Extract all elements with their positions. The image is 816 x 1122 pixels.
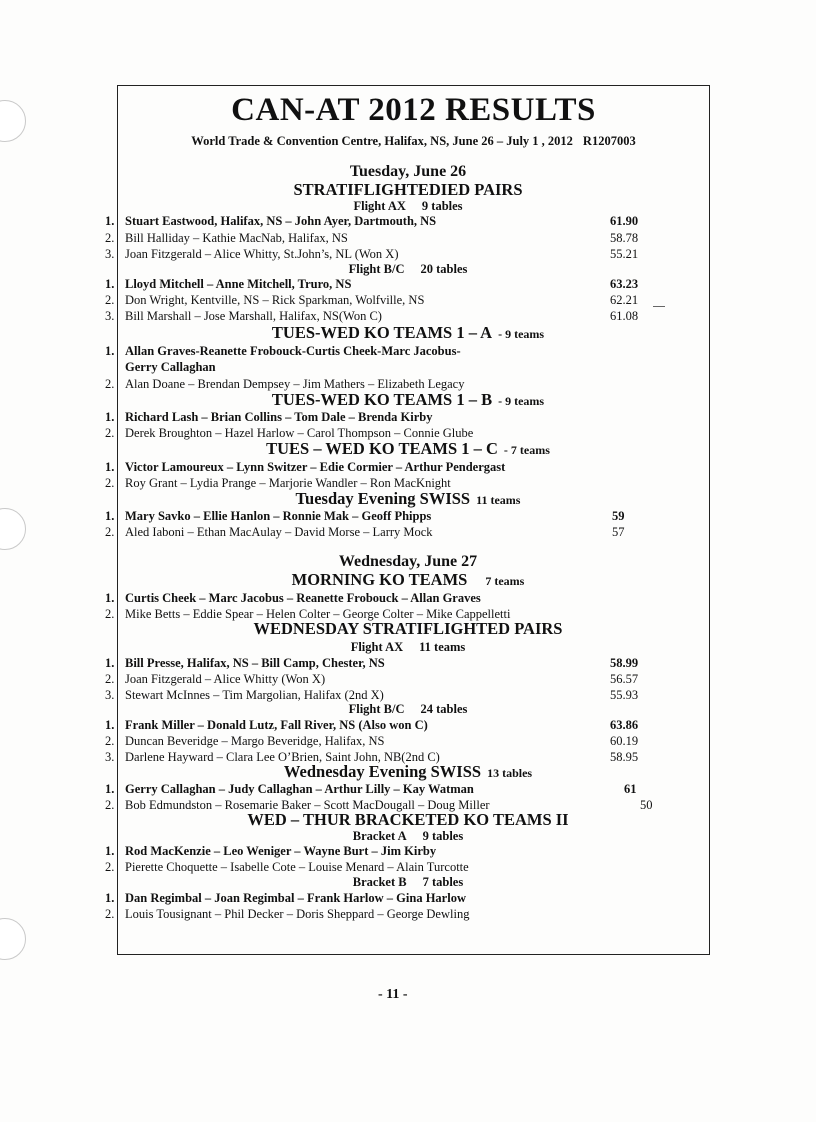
result-score: 61.90 — [610, 214, 639, 228]
result-names: Rod MacKenzie – Leo Weniger – Wayne Burt – Jim Kirby — [125, 844, 437, 858]
result-row — [105, 214, 436, 229]
result-row — [105, 591, 481, 606]
event-heading — [0, 439, 816, 459]
place-number: 2. — [105, 426, 115, 440]
result-score: 55.93 — [610, 688, 639, 702]
place-number: 1. — [105, 844, 115, 858]
result-names: Stewart McInnes – Tim Margolian, Halifax (2nd X) — [125, 688, 384, 702]
flight-name: Flight AX — [350, 640, 404, 654]
result-names: Frank Miller – Donald Lutz, Fall River, NS (Also won C) — [125, 718, 428, 732]
event-teams: - 9 teams — [498, 327, 545, 341]
event-heading — [0, 570, 816, 590]
flight-heading — [0, 640, 816, 655]
result-row — [105, 277, 351, 292]
binder-hole-middle — [0, 508, 26, 550]
event-title: MORNING KO TEAMS — [291, 570, 468, 589]
place-number: 1. — [105, 891, 115, 905]
place-number: 1. — [105, 656, 115, 670]
place-number: 3. — [105, 688, 115, 702]
result-row — [105, 525, 433, 540]
flight-heading — [0, 262, 816, 277]
result-names: Stuart Eastwood, Halifax, NS – John Ayer, Dartmouth, NS — [125, 214, 437, 228]
place-number: 3. — [105, 247, 115, 261]
flight-heading — [0, 829, 816, 844]
place-number: 2. — [105, 734, 115, 748]
event-heading — [0, 810, 816, 830]
flight-heading — [0, 199, 816, 214]
page-number: - 11 - — [378, 987, 408, 1002]
place-number: 2. — [105, 231, 115, 245]
place-number: 2. — [105, 798, 115, 812]
flight-heading — [0, 702, 816, 717]
flight-name: Flight B/C — [348, 262, 405, 276]
place-number: 1. — [105, 718, 115, 732]
flight-heading — [0, 875, 816, 890]
place-number: 2. — [105, 476, 115, 490]
flight-tables: 7 tables — [422, 875, 464, 889]
flight-tables: 20 tables — [420, 262, 468, 276]
scan-mark — [653, 306, 665, 307]
result-row — [105, 410, 432, 425]
result-names: Curtis Cheek – Marc Jacobus – Reanette Frobouck – Allan Graves — [125, 591, 481, 605]
result-score: 59 — [612, 509, 625, 523]
result-row — [105, 231, 348, 246]
result-names: Roy Grant – Lydia Prange – Marjorie Wandler – Ron MacKnight — [125, 476, 451, 490]
flight-name: Flight B/C — [348, 702, 405, 716]
event-teams: - 9 teams — [498, 394, 545, 408]
result-names: Bill Marshall – Jose Marshall, Halifax, NS(Won C) — [125, 309, 382, 323]
event-teams: 13 tables — [487, 766, 533, 780]
event-heading — [0, 390, 816, 410]
event-teams: 7 teams — [485, 574, 525, 588]
place-number: 1. — [105, 410, 115, 424]
result-names: Gerry Callaghan – Judy Callaghan – Arthur Lilly – Kay Watman — [125, 782, 474, 796]
event-title: WED – THUR BRACKETED KO TEAMS II — [247, 810, 569, 829]
result-score: 50 — [640, 798, 653, 812]
place-number: 2. — [105, 607, 115, 621]
result-score: 62.21 — [610, 293, 639, 307]
flight-tables: 24 tables — [420, 702, 468, 716]
event-title: TUES-WED KO TEAMS 1 – A — [271, 323, 493, 342]
result-score: 61.08 — [610, 309, 639, 323]
flight-tables: 9 tables — [421, 199, 463, 213]
event-heading — [0, 619, 816, 639]
place-number: 2. — [105, 860, 115, 874]
binder-hole-top — [0, 100, 26, 142]
event-heading — [0, 762, 816, 782]
result-names: Duncan Beveridge – Margo Beveridge, Halifax, NS — [125, 734, 385, 748]
event-title: WEDNESDAY STRATIFLIGHTED PAIRS — [253, 619, 563, 638]
flight-name: Flight AX — [353, 199, 406, 213]
result-names: Richard Lash – Brian Collins – Tom Dale – Brenda Kirby — [125, 410, 433, 424]
flight-name: Bracket A — [352, 829, 407, 843]
result-row — [105, 688, 384, 703]
result-names: Gerry Callaghan — [125, 360, 216, 374]
result-row — [105, 344, 461, 359]
result-names: Derek Broughton – Hazel Harlow – Carol Thompson – Connie Glube — [125, 426, 474, 440]
place-number: 3. — [105, 309, 115, 323]
flight-tables: 11 teams — [419, 640, 466, 654]
result-row — [105, 509, 431, 524]
result-score: 63.86 — [610, 718, 639, 732]
event-teams: 11 teams — [476, 493, 521, 507]
result-names: Aled Iaboni – Ethan MacAulay – David Morse – Larry Mock — [125, 525, 433, 539]
place-number: 2. — [105, 377, 115, 391]
day-heading: Tuesday, June 26 — [349, 163, 467, 180]
result-score: 60.19 — [610, 734, 639, 748]
result-row — [105, 907, 469, 922]
venue-subtitle — [118, 134, 709, 149]
place-number: 1. — [105, 460, 115, 474]
result-names: Mike Betts – Eddie Spear – Helen Colter – George Colter – Mike Cappelletti — [125, 607, 511, 621]
result-names: Louis Tousignant – Phil Decker – Doris Sheppard – George Dewling — [125, 907, 470, 921]
result-score: 55.21 — [610, 247, 639, 261]
place-number: 3. — [105, 750, 115, 764]
page-title: CAN-AT 2012 RESULTS — [231, 92, 596, 128]
event-title: Tuesday Evening SWISS — [295, 489, 471, 508]
binder-hole-bottom — [0, 918, 26, 960]
result-names: Alan Doane – Brendan Dempsey – Jim Mathers – Elizabeth Legacy — [125, 377, 465, 391]
result-score: 58.99 — [610, 656, 639, 670]
result-score: 61 — [624, 782, 637, 796]
result-row — [105, 293, 424, 308]
result-names: Lloyd Mitchell – Anne Mitchell, Truro, NS — [125, 277, 352, 291]
result-row — [105, 891, 466, 906]
venue-text: World Trade & Convention Centre, Halifax, NS, June 26 – July 1 , 2012 — [191, 134, 573, 148]
result-names: Bill Presse, Halifax, NS – Bill Camp, Chester, NS — [125, 656, 385, 670]
result-names: Pierette Choquette – Isabelle Cote – Louise Menard – Alain Turcotte — [125, 860, 469, 874]
result-row — [105, 734, 384, 749]
result-score: 56.57 — [610, 672, 639, 686]
place-number: 1. — [105, 509, 115, 523]
result-score: 57 — [612, 525, 625, 539]
result-row — [105, 860, 469, 875]
event-title: TUES – WED KO TEAMS 1 – C — [266, 439, 498, 458]
result-row — [105, 718, 428, 733]
flight-name: Bracket B — [352, 875, 407, 889]
event-title: STRATIFLIGHTEDIED PAIRS — [293, 180, 523, 199]
result-score: 58.95 — [610, 750, 639, 764]
place-number: 2. — [105, 293, 115, 307]
event-title: TUES-WED KO TEAMS 1 – B — [271, 390, 493, 409]
result-names: Bill Halliday – Kathie MacNab, Halifax, NS — [125, 231, 348, 245]
place-number: 2. — [105, 672, 115, 686]
event-heading — [0, 180, 816, 200]
place-number: 1. — [105, 344, 115, 358]
result-names: Don Wright, Kentville, NS – Rick Sparkman, Wolfville, NS — [125, 293, 425, 307]
result-score: 58.78 — [610, 231, 639, 245]
result-names: Darlene Hayward – Clara Lee O’Brien, Saint John, NB(2nd C) — [125, 750, 440, 764]
result-score: 63.23 — [610, 277, 639, 291]
flight-tables: 9 tables — [422, 829, 464, 843]
result-row — [105, 247, 399, 262]
result-names: Bob Edmundston – Rosemarie Baker – Scott MacDougall – Doug Miller — [125, 798, 490, 812]
tournament-code: R1207003 — [582, 134, 636, 148]
result-row — [105, 782, 474, 797]
result-row — [105, 460, 505, 475]
result-names: Allan Graves-Reanette Frobouck-Curtis Cheek-Marc Jacobus- — [125, 344, 461, 358]
result-row — [105, 844, 436, 859]
result-names: Joan Fitzgerald – Alice Whitty (Won X) — [125, 672, 326, 686]
result-row — [105, 672, 325, 687]
result-row — [105, 360, 216, 375]
place-number: 1. — [105, 782, 115, 796]
place-number: 1. — [105, 591, 115, 605]
place-number: 2. — [105, 907, 115, 921]
result-names: Dan Regimbal – Joan Regimbal – Frank Harlow – Gina Harlow — [125, 891, 466, 905]
result-row — [105, 656, 385, 671]
event-heading — [0, 323, 816, 343]
place-number: 2. — [105, 525, 115, 539]
event-title: Wednesday Evening SWISS — [283, 762, 482, 781]
result-names: Victor Lamoureux – Lynn Switzer – Edie Cormier – Arthur Pendergast — [125, 460, 506, 474]
event-heading — [0, 489, 816, 509]
place-number: 1. — [105, 214, 115, 228]
result-names: Joan Fitzgerald – Alice Whitty, St.John’s, NL (Won X) — [125, 247, 399, 261]
event-teams: - 7 teams — [503, 443, 550, 457]
result-names: Mary Savko – Ellie Hanlon – Ronnie Mak – Geoff Phipps — [125, 509, 432, 523]
place-number: 1. — [105, 277, 115, 291]
day-heading: Wednesday, June 27 — [338, 553, 478, 570]
result-row — [105, 309, 382, 324]
